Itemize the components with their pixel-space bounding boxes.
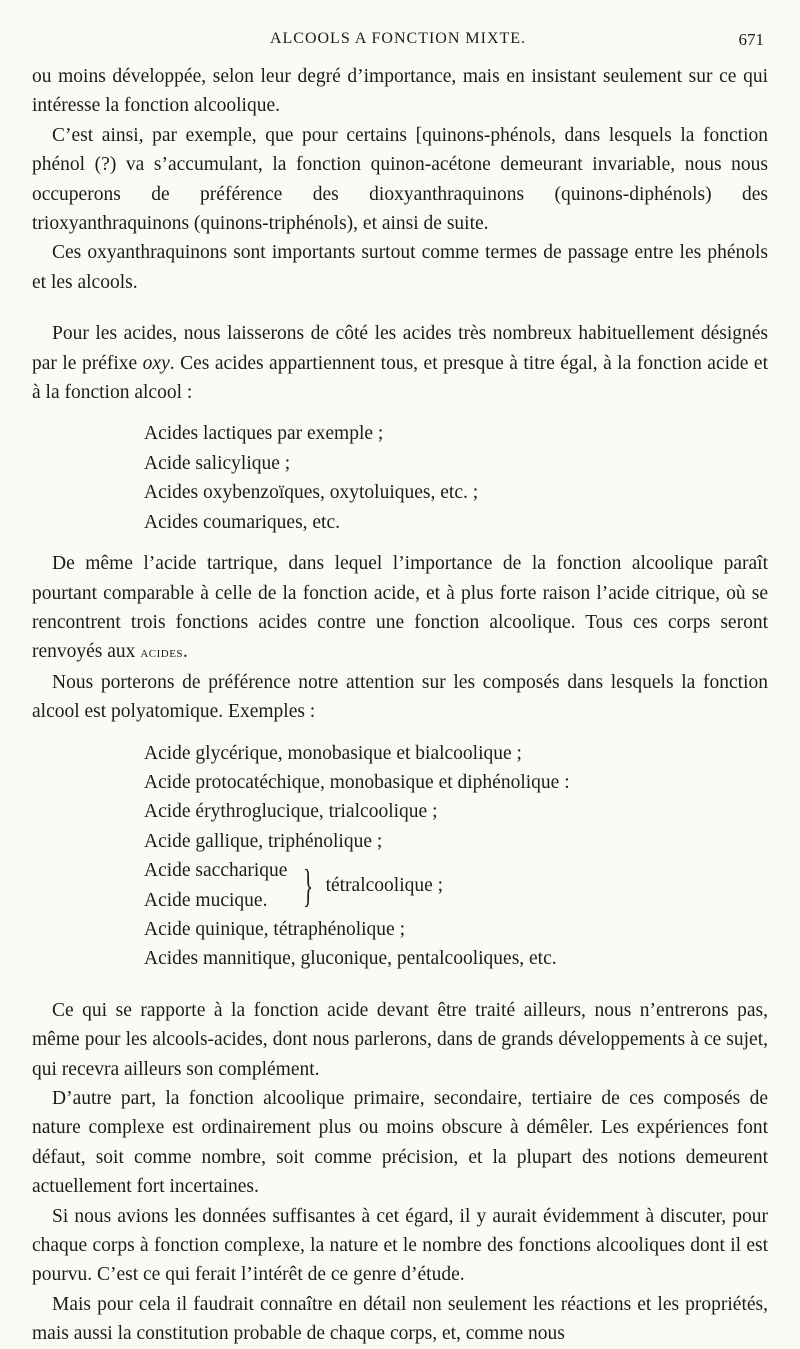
text-span: . bbox=[183, 641, 188, 663]
page-body bbox=[32, 62, 768, 1349]
brace-list-item bbox=[144, 856, 768, 915]
examples-list-oxy-acids bbox=[32, 419, 768, 537]
text-span: Pour les acides, nous laisserons de côté les acides très nombreux habituellement désignés par le préfixe bbox=[32, 323, 768, 374]
list-item: Acides lactiques par exemple ; bbox=[144, 423, 384, 445]
examples-list-polyatomic bbox=[32, 739, 768, 974]
brace-group bbox=[144, 856, 768, 915]
list-item: Acide salicylique ; bbox=[144, 452, 291, 474]
curly-brace-icon: } bbox=[303, 859, 314, 911]
page-number: 671 bbox=[738, 30, 764, 49]
brace-label: tétralcoolique ; bbox=[325, 874, 444, 896]
running-title: ALCOOLS A FONCTION MIXTE. bbox=[269, 30, 527, 47]
list-item: Acides coumariques, etc. bbox=[144, 511, 341, 533]
prefix-oxy: oxy bbox=[142, 352, 170, 374]
brace-items bbox=[144, 856, 287, 915]
paragraph-acide-tartrique bbox=[32, 549, 768, 668]
paragraph-fonction-alcoolique: D’autre part, la fonction alcoolique primaire, secondaire, tertiaire de ces composés de nature complexe est ordinairement plus ou moins obscure à démêler. Les expériences font défaut, soit comme nombre, soit comme précision, et la plupart des notions demeurent actuellement fort incertaines. bbox=[32, 1088, 768, 1198]
list-item: Acides mannitique, gluconique, pentalcooliques, etc. bbox=[144, 948, 557, 970]
paragraph-constitution: Mais pour cela il faudrait connaître en détail non seulement les réactions et les propriétés, mais aussi la constitution probable de chaque corps, et, comme nous bbox=[32, 1293, 768, 1345]
page-header bbox=[32, 30, 764, 56]
list-item: Acide glycérique, monobasique et bialcoolique ; bbox=[144, 742, 522, 764]
smallcaps-acides: acides bbox=[140, 644, 184, 662]
paragraph-polyatomique: Nous porterons de préférence notre attention sur les composés dans lesquels la fonction alcool est polyatomique. Exemples : bbox=[32, 671, 768, 723]
paragraph-continued: ou moins développée, selon leur degré d’importance, mais en insistant seulement sur ce qui intéresse la fonction alcoolique. bbox=[32, 66, 768, 117]
list-item: Acide mucique. bbox=[144, 889, 268, 911]
list-item: Acide saccharique bbox=[144, 860, 288, 882]
list-item: Acides oxybenzoïques, oxytoluiques, etc. ; bbox=[144, 482, 479, 504]
text-span: De même l’acide tartrique, dans lequel l’importance de la fonction alcoolique paraît pourtant comparable à celle de la fonction acide, et à plus forte raison l’acide citrique, où se rencontrent trois fonctions acides contre une fonction alcoolique. Tous ces corps seront renvoyés aux bbox=[32, 553, 768, 663]
paragraph-donnees-suffisantes: Si nous avions les données suffisantes à cet égard, il y aurait évidemment à discuter, pour chaque corps à fonction complexe, la nature et le nombre des fonctions alcooliques dont il est pourvu. C’est ce qui ferait l’intérêt de ce genre d’étude. bbox=[32, 1205, 768, 1286]
list-item: Acide érythroglucique, trialcoolique ; bbox=[144, 801, 438, 823]
list-item: Acide protocatéchique, monobasique et diphénolique : bbox=[144, 771, 570, 793]
paragraph-acides-oxy bbox=[32, 319, 768, 407]
paragraph-quinons: C’est ainsi, par exemple, que pour certains [quinons-phénols, dans lesquels la fonction phénol (?) va s’accumulant, la fonction quinon-acétone demeurant invariable, nous nous occuperons de préférence des dioxyanthraquinons (quinons-diphénols) des trioxyanthraquinons (quinons-triphénols), et ainsi de suite. bbox=[32, 124, 768, 235]
paragraph-fonction-acide: Ce qui se rapporte à la fonction acide devant être traité ailleurs, nous n’entrerons pas, même pour les alcools-acides, dont nous parlerons, dans de grands développements à ce sujet, qui recevra ailleurs son complément. bbox=[32, 999, 768, 1080]
paragraph-oxyanthraquinons: Ces oxyanthraquinons sont importants surtout comme termes de passage entre les phénols et les alcools. bbox=[32, 242, 768, 293]
list-item: Acide quinique, tétraphénolique ; bbox=[144, 918, 406, 940]
text-span: . Ces acides appartiennent tous, et presque à titre égal, à la fonction acide et à la fonction alcool : bbox=[32, 352, 769, 404]
list-item: Acide gallique, triphénolique ; bbox=[144, 830, 383, 852]
